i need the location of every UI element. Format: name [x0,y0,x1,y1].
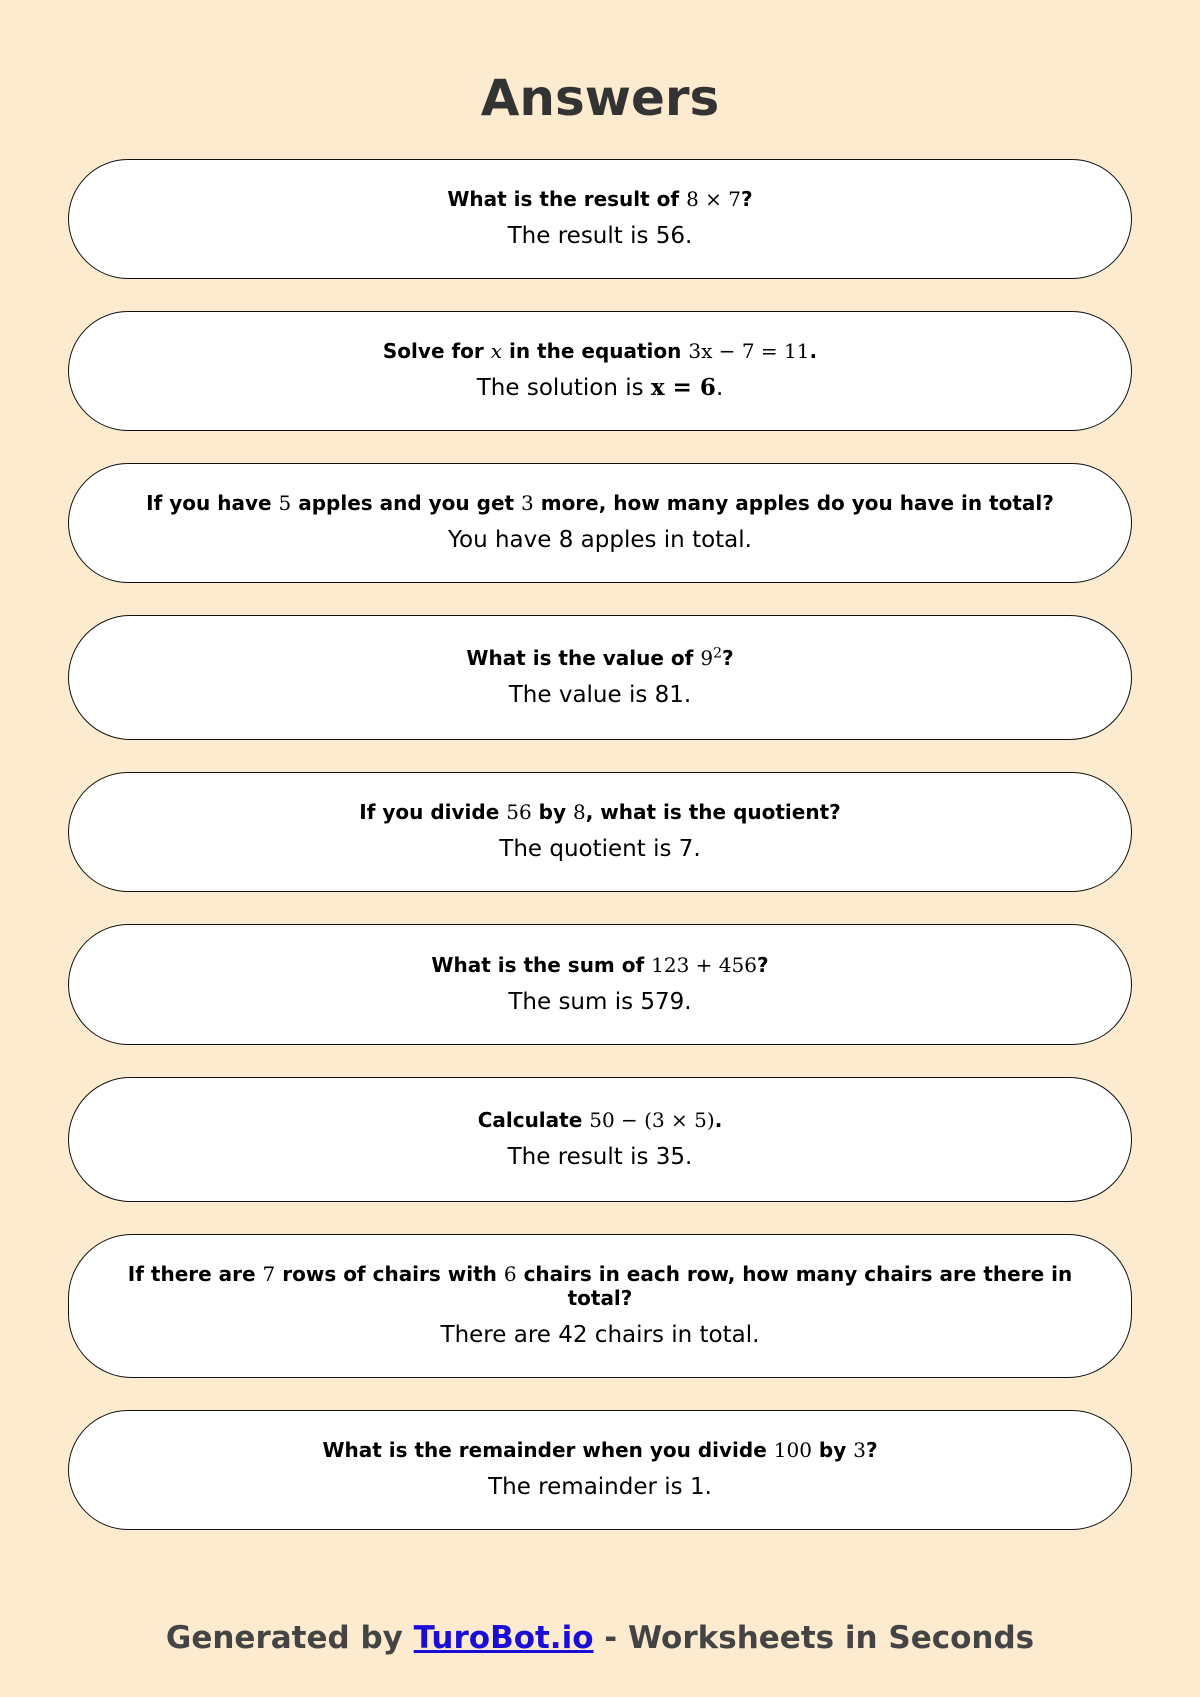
math-expression: 3x − 7 = 11 [688,339,810,363]
answer-text: The quotient is 7. [499,836,701,862]
math-expression: 100 [773,1438,812,1462]
math-expression: 5 [278,491,292,515]
math-expression: x = 6 [650,374,716,401]
math-expression: 123 + 456 [651,952,757,977]
answer-card-7 [68,1077,1132,1202]
answer-text: The remainder is 1. [488,1474,712,1500]
math-expression: 3 [521,491,534,515]
answer-text: The sum is 579. [508,988,692,1015]
question-text: What is the value of $9^2$? [466,644,734,670]
answer-card-1 [68,159,1132,279]
answer-card-3 [68,463,1132,583]
answer-text: You have 8 apples in total. [448,527,752,553]
turobot-link[interactable]: TuroBot.io [413,1620,594,1656]
answer-text: The value is 81. [508,681,692,708]
answer-card-9 [68,1410,1132,1530]
question-text: Calculate 50 − (3 × 5). [477,1107,723,1132]
math-expression: 8 × 7 [686,187,742,211]
math-expression: 50 − (3 × 5) [589,1107,715,1132]
answer-text: There are 42 chairs in total. [440,1322,760,1348]
question-text: If you have 5 apples and you get 3 more, how many apples do you have in total? [146,491,1054,515]
answer-text: The solution is x = 6. [476,374,724,401]
math-expression: 8 [572,800,586,824]
math-expression: 7 [262,1262,276,1286]
footer: Generated by TuroBot.io - Worksheets in Seconds [165,1620,1035,1656]
answer-card-2 [68,311,1132,431]
math-expression: 3 [853,1438,866,1462]
page-title: Answers [480,69,720,127]
answer-card-4 [68,615,1132,740]
question-text: What is the remainder when you divide 100 by 3? [322,1438,878,1462]
math-expression: $9^2$ [700,644,722,670]
answer-text: The result is 56. [507,223,693,249]
question-text: Solve for x in the equation 3x − 7 = 11. [382,339,818,363]
question-text: What is the sum of 123 + 456? [431,952,769,977]
question-text: If there are 7 rows of chairs with 6 chairs in each row, how many chairs are there in total? [127,1262,1073,1310]
math-expression: 56 [506,800,532,824]
answer-card-8 [68,1234,1132,1378]
math-expression: 6 [503,1262,517,1286]
answer-card-5 [68,772,1132,892]
math-expression: x [490,339,503,363]
answer-text: The result is 35. [507,1143,693,1170]
answer-card-6 [68,924,1132,1045]
question-text: If you divide 56 by 8, what is the quotient? [359,800,841,824]
answer-list [68,159,1132,1562]
question-text: What is the result of 8 × 7? [447,187,753,211]
